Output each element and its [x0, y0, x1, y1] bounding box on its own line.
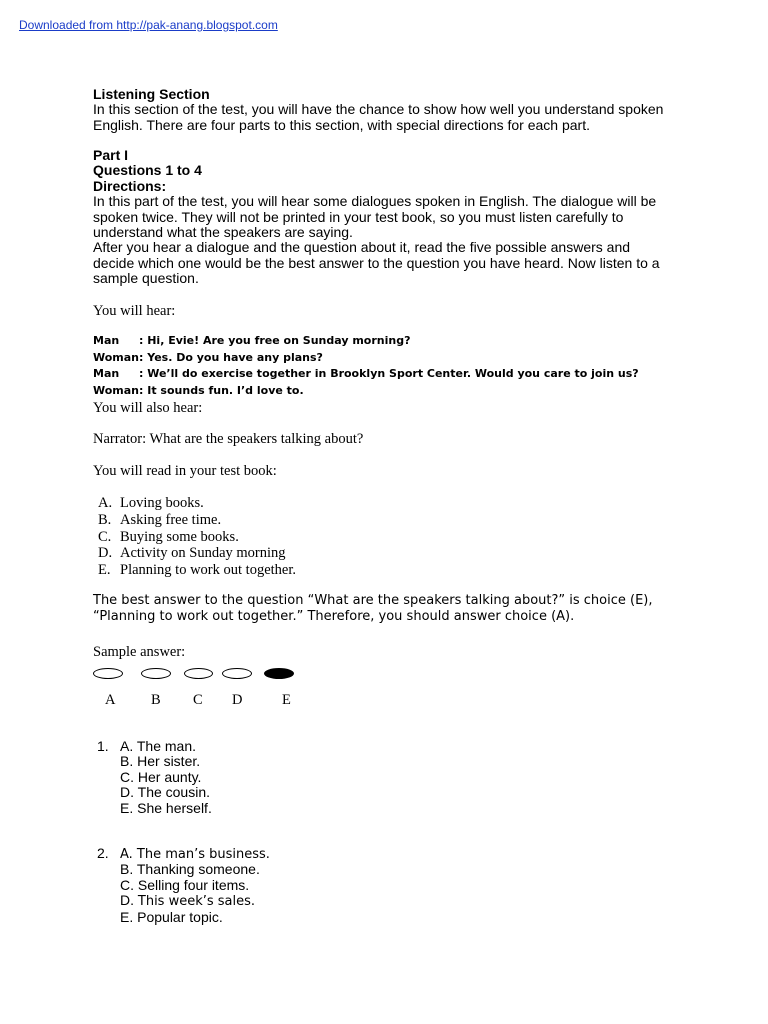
questions-range: Questions 1 to 4	[93, 162, 202, 179]
also-hear: You will also hear:	[93, 400, 203, 416]
sample-option	[98, 545, 296, 562]
section-title: Listening Section	[93, 86, 210, 102]
you-will-hear: You will hear:	[93, 303, 176, 319]
answer-bubble-e-filled	[264, 668, 294, 679]
utterance: : We’ll do exercise together in Brooklyn Sport Center. Would you care to join us?	[139, 367, 639, 380]
answer-letter: D	[232, 692, 243, 708]
utterance: : Hi, Evie! Are you free on Sunday morning?	[139, 334, 411, 347]
intro-line: In this section of the test, you will have the chance to show how well you understand spoken	[93, 101, 664, 118]
question-option: C. Selling four items.	[120, 876, 250, 893]
answer-bubble-d	[222, 668, 252, 679]
speaker: Woman:	[93, 383, 144, 397]
best-answer-line: The best answer to the question “What are the speakers talking about?” is choice (E),	[93, 593, 653, 608]
option-text: Loving books.	[120, 495, 204, 511]
option-letter: C.	[98, 528, 112, 545]
option-text: Buying some books.	[120, 528, 239, 545]
speaker: Woman:	[93, 350, 144, 364]
question-1-options	[120, 739, 212, 816]
directions-line: understand what the speakers are saying.	[93, 224, 353, 241]
sample-option	[98, 562, 296, 579]
dialogue-line	[93, 333, 733, 350]
dialogue-line	[93, 350, 733, 367]
question-option: C. Her aunty.	[120, 768, 202, 785]
answer-bubble-b	[141, 668, 171, 679]
directions-label: Directions:	[93, 177, 167, 194]
directions-line: sample question.	[93, 270, 199, 287]
option-text: Activity on Sunday morning	[120, 545, 286, 562]
option-letter: E.	[98, 562, 111, 579]
question-2-options	[120, 847, 270, 925]
question-option: E. Popular topic.	[120, 908, 223, 925]
sample-answer-label: Sample answer:	[93, 644, 186, 660]
sample-option	[98, 495, 296, 512]
best-answer-line: “Planning to work out together.” Therefore, you should answer choice (A).	[93, 608, 575, 624]
option-text: Asking free time.	[120, 511, 222, 528]
part-block	[93, 148, 733, 287]
dialogue-line	[93, 366, 733, 383]
read-in-book: You will read in your test book:	[93, 463, 277, 479]
answer-letter: B	[151, 692, 161, 708]
question-option: D. The cousin.	[120, 784, 211, 801]
sample-option	[98, 512, 296, 529]
question-option	[120, 893, 270, 910]
dialogue	[93, 333, 733, 399]
narrator-line: Narrator: What are the speakers talking about?	[93, 431, 364, 447]
option-letter: D.	[98, 545, 113, 562]
answer-bubble-c	[184, 668, 213, 679]
utterance: It sounds fun. I’d love to.	[143, 383, 304, 397]
directions-line: After you hear a dialogue and the question about it, read the five possible answers and	[93, 239, 631, 256]
directions-line: spoken twice. They will not be printed in your test book, so you must listen carefully to	[93, 208, 624, 225]
intro-block	[93, 87, 733, 133]
option-letter: B.	[98, 511, 112, 528]
answer-letter: A	[105, 692, 116, 708]
intro-line: English. There are four parts to this section, with special directions for each part.	[93, 116, 590, 133]
answer-letter: C	[193, 692, 203, 708]
answer-letter: E	[282, 692, 291, 708]
directions-line: decide which one would be the best answer to the question you have heard. Now listen to a	[93, 254, 660, 271]
dialogue-line	[93, 383, 733, 400]
question-1-number: 1.	[97, 738, 109, 754]
answer-bubble-a	[93, 668, 123, 679]
question-option: E. She herself.	[120, 799, 212, 816]
question-option-letter: D.	[120, 892, 138, 909]
option-text: Planning to work out together.	[120, 562, 296, 579]
part-title: Part I	[93, 147, 129, 163]
utterance: Yes. Do you have any plans?	[143, 350, 323, 364]
question-option: B. Her sister.	[120, 753, 201, 770]
speaker: Man	[93, 334, 120, 347]
question-option-text: This week’s sales.	[137, 894, 256, 910]
best-answer-note	[93, 593, 743, 624]
option-letter: A.	[98, 495, 113, 511]
question-option: A. The man.	[120, 738, 197, 754]
directions-line: In this part of the test, you will hear some dialogues spoken in English. The dialogue will be	[93, 193, 657, 210]
question-option: B. Thanking someone.	[120, 861, 260, 878]
source-link[interactable]: Downloaded from http://pak-anang.blogspot.com	[19, 18, 278, 32]
sample-options	[98, 495, 296, 579]
question-option: A. The man’s business.	[120, 847, 270, 862]
speaker: Man	[93, 367, 120, 380]
question-2-number: 2.	[97, 845, 109, 861]
sample-option	[98, 529, 296, 546]
